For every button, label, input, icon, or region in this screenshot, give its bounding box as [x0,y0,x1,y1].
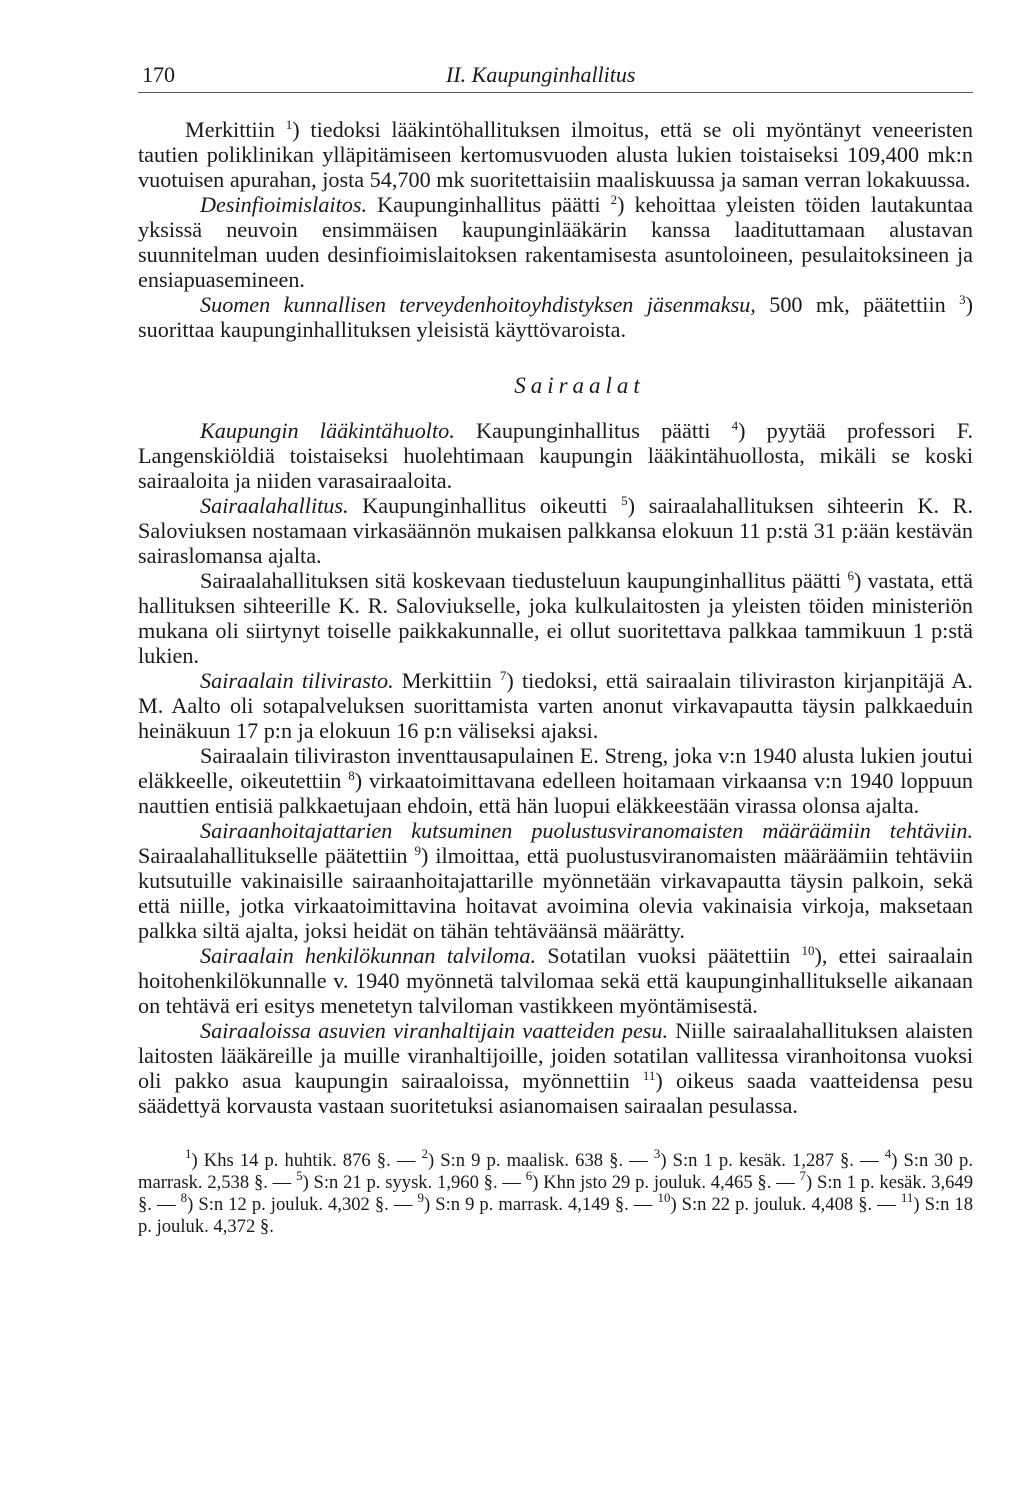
footnote-ref: 4 [731,418,739,433]
paragraph: Sairaalain tilivirasto. Merkittiin $^7$) tiedoksi, että sairaalain tiliviraston kirjanpitäjä A. M. Aalto oli sotapalveluksen suorittamista varten anonut virkavapautta täysin palkkaeduin heinäkuun 17 p:n ja elokuun 16 p:n väliseksi ajaksi. [138,668,973,743]
paragraph: Sairaanhoitajattarien kutsuminen puolustusviranomaisten määräämiin tehtäviin. Sairaalahallitukselle päätettiin $^9$) ilmoittaa, että puolustusviranomaisten määräämiin tehtäviin kutsutuille vakinaisille sairaanhoitajattarille myönnetään virkavapautta täysin palkoin, sekä että niille, jotka virkaatoimittavina hoitavat avoimina olevia vakinaisia virkoja, maksetaan palkka siltä ajalta, joksi heidät on tähän tehtäväänsä määrätty. [138,818,973,943]
footnote-ref: 7 [499,668,507,683]
paragraph-heading: Sairaalain tilivirasto. [200,668,394,693]
paragraph-heading: Desinfioimislaitos. [200,192,368,217]
footnote-ref: 2 [610,192,618,207]
page-header [138,58,973,93]
paragraph-heading: Sairaalahallitus. [200,493,349,518]
running-title: II. Kaupunginhallitus [446,62,636,87]
paragraph: Merkittiin $^1$) tiedoksi lääkintöhallituksen ilmoitus, että se oli myöntänyt veneeristen tautien poliklinikan ylläpitämiseen kertomusvuoden alusta lukien toistaiseksi 109,400 mk:n vuotuisen apurahan, josta 54,700 mk suoritettaisiin maaliskuussa ja saman verran lokakuussa. [138,117,973,192]
paragraph-heading: Suomen kunnallisen terveydenhoitoyhdistyksen jäsenmaksu, [200,292,756,317]
section-title: Sairaalat [514,373,645,398]
paragraph: Desinfioimislaitos. Kaupunginhallitus päätti $^2$) kehoittaa yleisten töiden lautakuntaa yksissä neuvoin ensimmäisen kaupunginlääkärin kanssa laadituttamaan alustavan suunnitelman uuden desinfioimislaitoksen rakentamisesta asuntoloineen, pesulaitoksineen ja ensiapuasemineen. [138,192,973,292]
paragraph: Suomen kunnallisen terveydenhoitoyhdistyksen jäsenmaksu, 500 mk, päätettiin $^3$) suorittaa kaupunginhallituksen yleisistä käyttövaroista. [138,292,974,342]
footnote-ref: 10 [801,943,815,958]
paragraph-heading: Sairaalain henkilökunnan talviloma. [200,943,537,968]
paragraph-heading: Sairaaloissa asuvien viranhaltijain vaatteiden pesu. [200,1018,669,1043]
body-text [138,117,973,1118]
footnote-ref: 8 [348,768,355,783]
footnote-ref: 3 [959,292,966,307]
paragraph: Sairaalain henkilökunnan talviloma. Sotatilan vuoksi päätettiin $^{10}$), ettei sairaalain hoitohenkilökunnalle v. 1940 myönnetä talvilomaa sekä että kaupunginhallitukselle aikanaan on tehtävä eri esitys menetetyn talviloman vastikkeen myöntämisestä. [138,943,974,1018]
paragraph-heading: Sairaanhoitajattarien kutsuminen puolustusviranomaisten määräämiin tehtäviin. [200,818,973,843]
footnote-ref: 9 [414,843,421,858]
paragraph: Sairaalain tiliviraston inventtausapulainen E. Streng, joka v:n 1940 alusta lukien joutui eläkkeelle, oikeutettiin $^8$) virkaatoimittavana edelleen hoitamaan virkaansa v:n 1940 loppuun nauttien entisiä palkkaetujaan ehdoin, että hän luopui eläkkeestään virassa olonsa ajalta. [138,743,973,818]
paragraph: Kaupungin lääkintähuolto. Kaupunginhallitus päätti $^4$) pyytää professori F. Langenskiöldiä toistaiseksi huolehtimaan kaupungin lääkintähuollosta, mikäli se koski sairaaloita ja niiden varasairaaloita. [138,418,973,493]
paragraph: Sairaalahallituksen sitä koskevaan tiedusteluun kaupunginhallitus päätti $^6$) vastata, että hallituksen sihteerille K. R. Saloviukselle, joka kulkulaitosten ja yleisten töiden ministeriön mukana oli siirtynyt toiselle paikkakunnalle, ei ollut suoritettava palkkaa tammikuun 1 p:stä lukien. [138,568,973,668]
paragraph: Sairaaloissa asuvien viranhaltijain vaatteiden pesu. Niille sairaalahallituksen alaisten laitosten lääkäreille ja muille viranhaltijoille, joiden sotatilan vallitessa viranhoitonsa vuoksi oli pakko asua kaupungin sairaaloissa, myönnettiin $^{11}$) oikeus saada vaatteidensa pesu säädettyä korvausta vastaan suoritetuksi asianomaisen sairaalan pesulassa. [138,1018,973,1118]
footnote-ref: 11 [642,1068,656,1083]
page-number: 170 [142,62,175,87]
footnote-ref: 6 [847,568,854,583]
paragraph: Sairaalahallitus. Kaupunginhallitus oikeutti $^5$) sairaalahallituksen sihteerin K. R. Saloviuksen nostamaan virkasäännön mukaisen palkkansa elokuun 11 p:stä 31 p:ään kestävän sairaslomansa ajalta. [138,493,973,568]
footnote-block: $^1$) Khs 14 p. huhtik. 876 §. — $^2$) S:n 9 p. maalisk. 638 §. — $^3$) S:n 1 p. kesäk. 1,287 §. — $^4$) S:n 30 p. marrask. 2,538 §. — $^5$) S:n 21 p. syysk. 1,960 §. — $^6$) Khn jsto 29 p. jouluk. 4,465 §. — $^7$) S:n 1 p. kesäk. 3,649 §. — $^8$) S:n 12 p. jouluk. 4,302 §. — $^9$) S:n 9 p. marrask. 4,149 §. — $^{10}$) S:n 22 p. jouluk. 4,408 §. — $^{11}$) S:n 18 p. jouluk. 4,372 §. [138,1146,974,1237]
footnotes [138,1146,974,1238]
paragraph-heading: Kaupungin lääkintähuolto. [200,418,455,443]
document-page [138,58,973,1238]
footnote-ref: 1 [285,117,293,132]
footnote-ref: 5 [621,493,628,508]
